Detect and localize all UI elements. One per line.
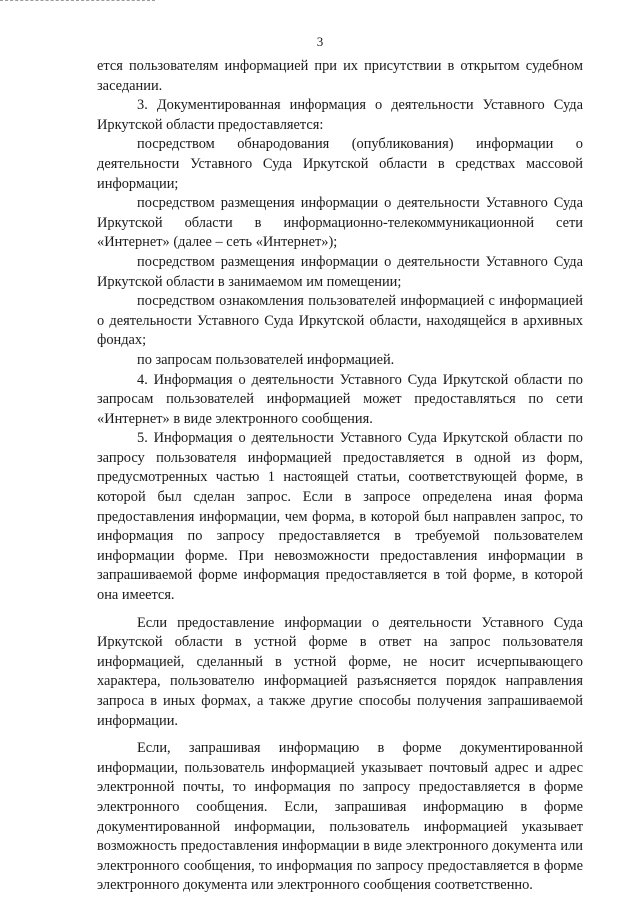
paragraph-item-3: 3. Документированная информация о деятельности Уставного Суда Иркутской области предоставляется:: [97, 97, 583, 133]
paragraph-archives: посредством ознакомления пользователей информацией с информацией о деятельности Уставного Суда Иркутской области, находящейся в архивных фондах;: [97, 293, 583, 349]
paragraph-electronic-form: Если, запрашивая информацию в форме документированной информации, пользователь информацией указывает почтовый адрес и адрес электронной почты, то информация по запросу предоставляется в форме электронного сообщения. Если, запрашивая информацию в форме документированной информации, пользователь информацией указывает возможность предоставления информации в виде электронного документа или электронного сообщения, то информация по запросу предоставляется в форме электронного документа или электронного сообщения соответственно.: [97, 740, 583, 894]
paragraph-item-5: 5. Информация о деятельности Уставного Суда Иркутской области по запросу пользователя информацией предоставляется в одной из форм, предусмотренных частью 1 настоящей статьи, соответствующей форме, в которой был сделан запрос. Если в запросе определена иная форма предоставления информации, чем форма, в которой был направлен запрос, то информация по запросу предоставляется в требуемой пользователем информации форме. При невозможности предоставления информации в запрашиваемой форме информация предоставляется в той форме, в которой она имеется.: [97, 430, 583, 604]
paragraph-publication: посредством обнародования (опубликования) информации о деятельности Уставного Суда Иркутской области в средствах массовой информации;: [97, 136, 583, 192]
top-scan-rule: [0, 0, 155, 3]
paragraph-requests: по запросам пользователей информацией.: [137, 351, 395, 368]
document-body: [97, 57, 583, 896]
paragraph-internet: посредством размещения информации о деятельности Уставного Суда Иркутской области в информационно-телекоммуникационной сети «Интернет» (далее – сеть «Интернет»);: [97, 195, 583, 251]
page-number: 3: [316, 34, 324, 49]
paragraph-premises: посредством размещения информации о деятельности Уставного Суда Иркутской области в занимаемом им помещении;: [97, 253, 583, 290]
paragraph-continuation: ется пользователям информацией при их присутствии в открытом судебном заседании.: [97, 58, 583, 94]
paragraph-item-4: 4. Информация о деятельности Уставного Суда Иркутской области по запросам пользователей информацией может предоставляться по сети «Интернет» в виде электронного сообщения.: [97, 371, 583, 427]
paragraph-oral-form: Если предоставление информации о деятельности Уставного Суда Иркутской области в устной форме в ответ на запрос пользователя информацией, сделанный в устной форме, не носит исчерпывающего характера, пользователю информацией разъясняется порядок направления запроса в иных формах, а также другие способы получения запрашиваемой информации.: [97, 614, 583, 729]
